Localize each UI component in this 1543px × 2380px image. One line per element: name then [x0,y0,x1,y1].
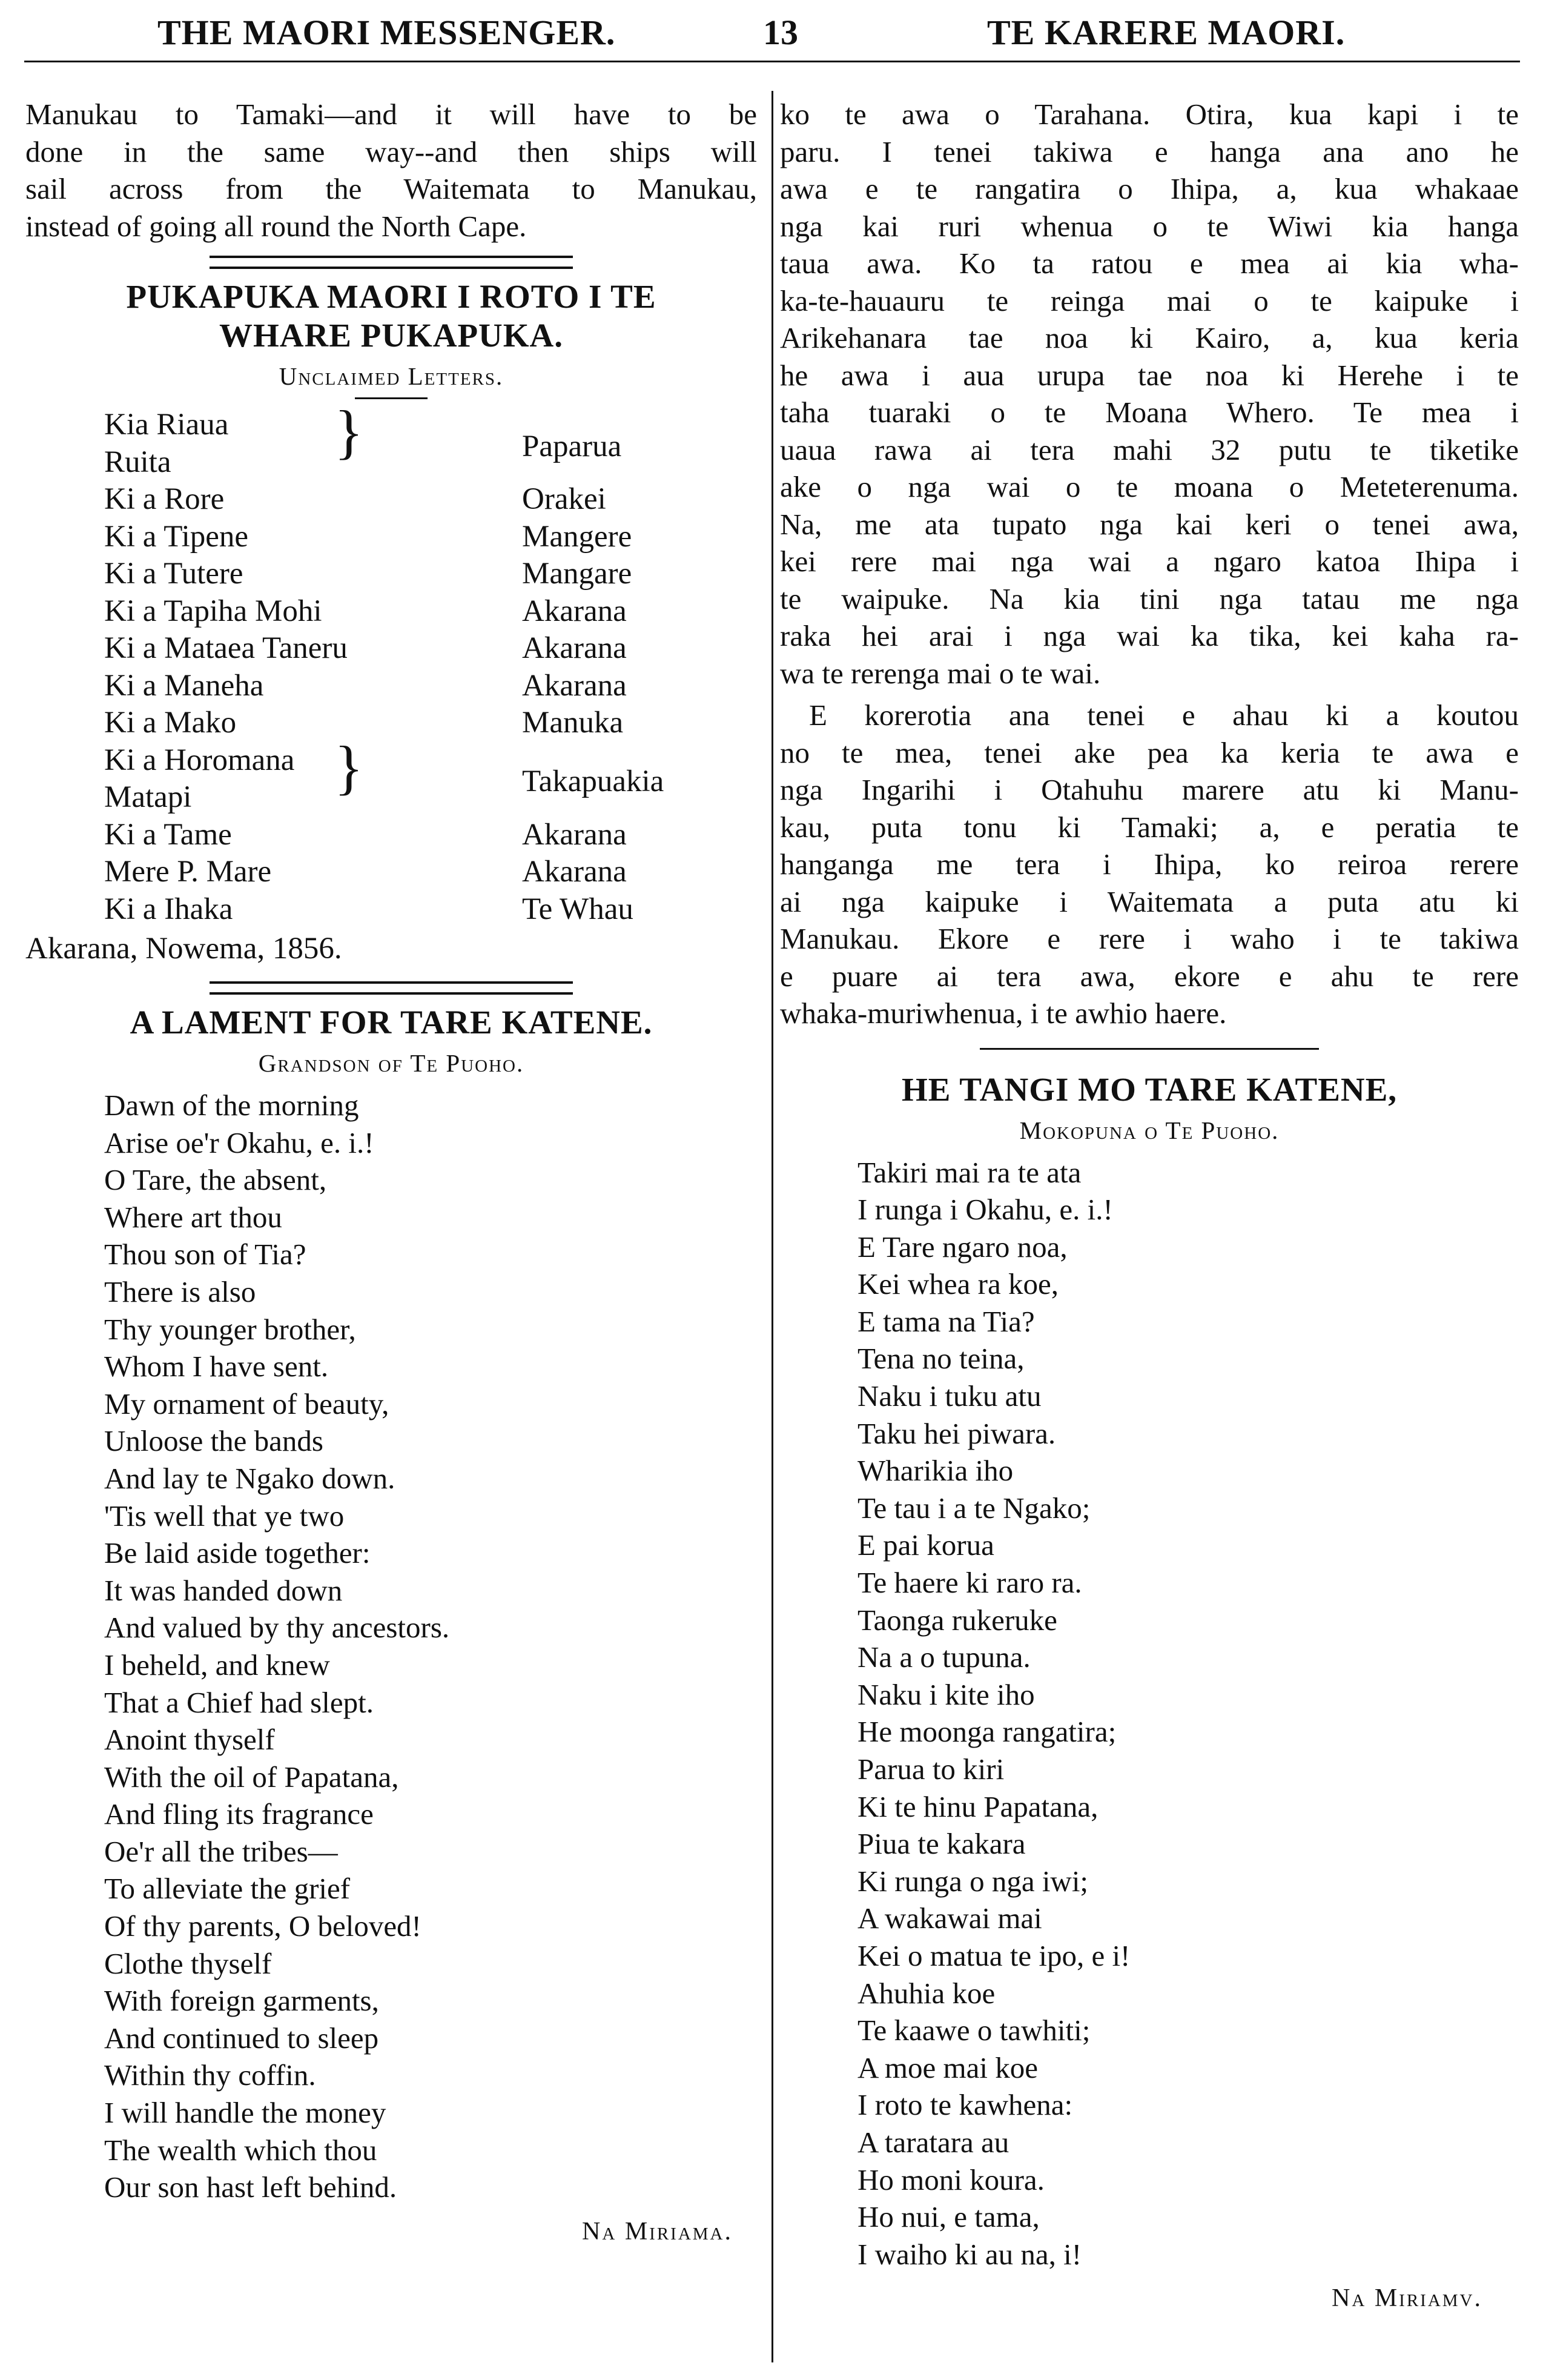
poem-line: Ho moni koura. [857,2163,1045,2196]
masthead-rule [24,61,1520,62]
poem-line: Te kaawe o tawhiti; [857,2014,1091,2047]
page-number: 13 [763,13,798,52]
list-item [25,555,757,593]
poem-line: Anoint thyself [104,1723,275,1757]
opening-paragraph [25,96,757,245]
lament-subheading: Grandson of Te Puoho. [258,1049,524,1077]
brace-glyph: } [334,733,363,801]
masthead-english-title: THE MAORI MESSENGER. [157,13,616,52]
poem-line: Taku hei piwara. [857,1416,1056,1450]
list-item [25,891,757,929]
paragraph-line: Manukau. Ekore e rere i waho i te takiwa [780,922,1519,955]
letter-place: Orakei [522,482,606,516]
poem-line: Naku i kite iho [857,1677,1035,1711]
paragraph-line: ka-te-hauauru te reinga mai o te kaipuke i [780,283,1519,317]
poem-line: Dawn of the morning [104,1089,359,1122]
letters-heading-line2: WHARE PUKAPUKA. [219,317,564,354]
paragraph-line: E korerotia ana tenei e ahau ki a koutou [809,698,1519,732]
paragraph-line: ake o nga wai o te moana o Meteterenuma. [780,470,1519,503]
poem-line: Tena no teina, [857,1342,1025,1376]
paragraph-line: whaka-muriwhenua, i te awhio haere. [780,996,1227,1030]
section-divider [210,981,573,995]
poem-line: Within thy coffin. [104,2058,316,2092]
letter-recipient: Ruita [104,445,171,479]
poem-line: I will handle the money [104,2096,386,2130]
poem-line: Thy younger brother, [104,1312,356,1346]
poem-line: Our son hast left behind. [104,2170,397,2204]
letter-place: Akarana [522,817,627,852]
poem-line: Kei o matua te ipo, e i! [857,1938,1131,1972]
letter-recipient: Ki a Ihaka [104,892,233,926]
paragraph-line: raka hei arai i nga wai ka tika, kei kaha ra- [780,619,1519,652]
masthead [24,7,1520,56]
letter-recipient: Ki a Tapiha Mohi [104,594,322,628]
section-divider [980,1048,1319,1050]
canal-article-paragraph [780,697,1519,1032]
poem-line: To alleviate the grief [104,1872,351,1906]
paragraph-line: done in the same way--and then ships will [25,134,757,168]
letter-place: Akarana [522,855,627,889]
poem-line: My ornament of beauty, [104,1387,389,1420]
poem-line: Oe'r all the tribes— [104,1834,338,1868]
poem-line: 'Tis well that ye two [104,1499,345,1533]
paragraph-line: nga kai ruri whenua o te Wiwi kia hanga [780,209,1519,243]
letters-heading-line1: PUKAPUKA MAORI I ROTO I TE [126,278,656,315]
paragraph-line: nga Ingarihi i Otahuhu marere atu ki Manu- [780,773,1519,806]
letter-place: Akarana [522,594,627,628]
paragraph-line: ko te awa o Tarahana. Otira, kua kapi i te [780,98,1519,131]
letter-recipient: Ki a Tipene [104,519,249,554]
unclaimed-letters-list [25,398,757,928]
poem-line: With the oil of Papatana, [104,1760,399,1794]
right-column [780,96,1519,2316]
paragraph-line: he awa i aua urupa tae noa ki Herehe i te [780,358,1519,392]
poem-line: It was handed down [104,1573,343,1607]
poem-line: Parua to kiri [857,1752,1005,1786]
letter-recipient: Ki a Maneha [104,668,264,703]
paragraph-line: e puare ai tera awa, ekore e ahu te rere [780,959,1519,993]
paragraph-line: taha tuaraki o te Moana Whero. Te mea i [780,396,1519,429]
letter-recipient: Ki a Rore [104,482,225,516]
poem-line: Kei whea ra koe, [857,1267,1059,1301]
poem-line: Clothe thyself [104,1946,272,1980]
poem-line: Unloose the bands [104,1424,323,1458]
paragraph-line: te waipuke. Na kia tini nga tatau me nga [780,582,1519,615]
letter-recipient: Kia Riaua [104,408,229,442]
tangi-subheading: Mokopuna o Te Puoho. [1019,1116,1280,1144]
paragraph-line: Manukau to Tamaki—and it will have to be [25,98,757,131]
letter-place: Akarana [522,631,627,665]
masthead-maori-title: TE KARERE MAORI. [987,13,1346,52]
paragraph-line: Arikehanara tae noa ki Kairo, a, kua keria [780,321,1519,354]
list-item [25,429,757,482]
paragraph-line: kei rere mai nga wai a ngaro katoa Ihipa i [780,545,1519,578]
poem-line: A wakawai mai [857,1901,1042,1935]
poem-line: Where art thou [104,1200,282,1234]
poem-line: A taratara au [857,2125,1009,2159]
lament-signature: Na Miriama. [582,2217,733,2246]
left-column [25,96,757,2250]
list-item [25,481,757,519]
letter-place: Mangere [522,519,632,554]
letter-place: Takapuakia [522,764,664,798]
poem-line: Na a o tupuna. [857,1640,1031,1674]
letter-recipient: Ki a Tame [104,817,232,852]
letters-subheading: Unclaimed Letters. [279,362,504,390]
poem-line: Naku i tuku atu [857,1379,1042,1413]
poem-line: The wealth which thou [104,2133,377,2167]
list-item [25,519,757,556]
letter-recipient: Matapi [104,780,192,814]
poem-line: Te haere ki raro ra. [857,1566,1082,1600]
paragraph-line: awa e te rangatira o Ihipa, a, kua whakaae [780,172,1519,205]
poem-line: E pai korua [857,1528,994,1562]
letter-place: Manuka [522,706,624,740]
poem-line: And valued by thy ancestors. [104,1611,450,1645]
tangi-poem [857,1154,1519,2273]
column-divider [772,91,773,2362]
poem-line: Ki te hinu Papatana, [857,1789,1099,1823]
list-item [25,764,757,817]
poem-line: There is also [104,1275,256,1308]
short-rule [355,397,428,399]
poem-line: Taonga rukeruke [857,1603,1057,1637]
poem-line: Arise oe'r Okahu, e. i.! [104,1125,374,1159]
poem-line: Ki runga o nga iwi; [857,1864,1089,1898]
list-item [25,854,757,891]
lament-poem [104,1087,757,2206]
poem-line: Piua te kakara [857,1827,1026,1861]
letter-recipient: Ki a Mako [104,706,237,740]
poem-line: Ho nui, e tama, [857,2200,1040,2234]
poem-line: Wharikia iho [857,1454,1014,1488]
paragraph-line: ai nga kaipuke i Waitemata a puta atu ki [780,884,1519,918]
list-item [25,593,757,631]
poem-line: E Tare ngaro noa, [857,1230,1068,1264]
poem-line: O Tare, the absent, [104,1163,327,1197]
paragraph-line: no te mea, tenei ake pea ka keria te awa e [780,735,1519,769]
poem-line: And lay te Ngako down. [104,1461,395,1495]
poem-line: Ahuhia koe [857,1976,996,2010]
poem-line: He moonga rangatira; [857,1715,1117,1749]
poem-line: And continued to sleep [104,2021,379,2055]
letter-place: Paparua [522,429,622,463]
poem-line: Takiri mai ra te ata [857,1155,1082,1189]
poem-line: E tama na Tia? [857,1304,1035,1338]
poem-line: With foreign garments, [104,1984,379,2018]
tangi-signature: Na Miriamv. [1332,2284,1482,2313]
poem-line: I runga i Okahu, e. i.! [857,1193,1113,1227]
lament-heading: A LAMENT FOR TARE KATENE. [130,1004,653,1041]
list-item [25,704,757,742]
poem-line: Thou son of Tia? [104,1238,306,1271]
paragraph-line: taua awa. Ko ta ratou e mea ai kia wha- [780,247,1519,280]
poem-line: Of thy parents, O beloved! [104,1909,421,1943]
poem-line: A moe mai koe [857,2050,1039,2084]
letter-place: Akarana [522,668,627,703]
paragraph-line: instead of going all round the North Cape. [25,209,527,243]
paragraph-line: uaua rawa ai tera mahi 32 putu te tiketike [780,433,1519,466]
dateline: Akarana, Nowema, 1856. [25,932,342,966]
list-item [25,668,757,705]
paragraph-line: hanganga me tera i Ihipa, ko reiroa rerere [780,847,1519,881]
letter-recipient: Ki a Mataea Taneru [104,631,348,665]
poem-line: And fling its fragrance [104,1797,374,1831]
list-item [25,630,757,668]
paragraph-line: Na, me ata tupato nga kai keri o tenei awa, [780,507,1519,541]
paragraph-line: sail across from the Waitemata to Manukau, [25,172,757,205]
paragraph-line: wa te rerenga mai o te wai. [780,656,1101,690]
tangi-heading: HE TANGI MO TARE KATENE, [901,1070,1398,1108]
letter-recipient: Ki a Tutere [104,557,243,591]
poem-line: I roto te kawhena: [857,2088,1073,2122]
poem-line: I waiho ki au na, i! [857,2237,1082,2271]
poem-line: Whom I have sent. [104,1350,329,1384]
letter-place: Mangare [522,557,632,591]
letter-place: Te Whau [522,892,633,926]
canal-article-paragraph [780,96,1519,692]
paragraph-line: kau, puta tonu ki Tamaki; a, e peratia te [780,810,1519,844]
letter-recipient: Mere P. Mare [104,855,272,889]
brace-glyph: } [334,398,363,465]
section-divider [210,256,573,269]
poem-line: That a Chief had slept. [104,1685,374,1719]
paragraph-line: paru. I tenei takiwa e hanga ana ano he [780,134,1519,168]
poem-line: Be laid aside together: [104,1536,371,1570]
list-item [25,817,757,854]
poem-line: Te tau i a te Ngako; [857,1491,1091,1525]
letter-recipient: Ki a Horomana [104,743,295,777]
poem-line: I beheld, and knew [104,1648,330,1682]
